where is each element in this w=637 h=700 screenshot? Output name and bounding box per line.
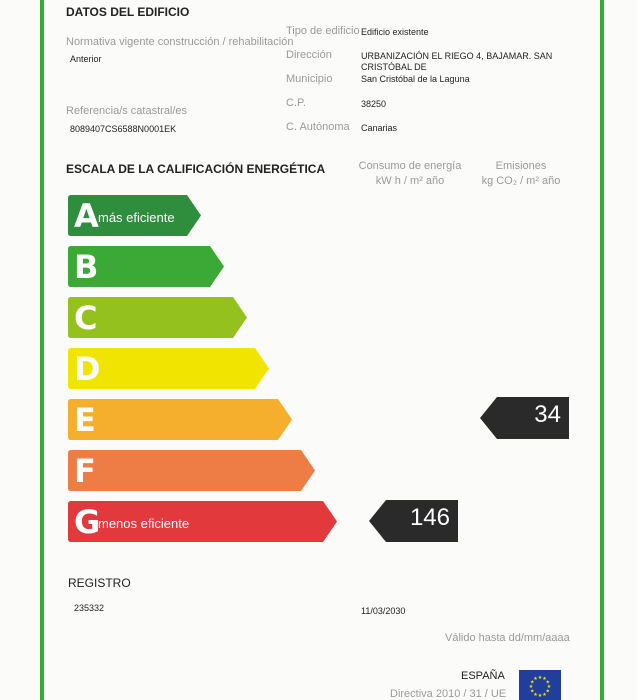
eu-star-icon: ★ <box>537 675 543 681</box>
eu-star-icon: ★ <box>546 684 552 690</box>
building-title: DATOS DEL EDIFICIO <box>66 5 190 19</box>
direccion-line1: URBANIZACIÓN EL RIEGO 4, BAJAMAR. SAN <box>361 51 553 61</box>
rating-bar-shape <box>68 399 292 440</box>
normativa-label: Normativa vigente construcción / rehabilitación <box>66 36 294 48</box>
cp-label: C.P. <box>286 97 306 109</box>
rating-letter: E <box>74 401 96 439</box>
tipo-value: Edificio existente <box>361 27 429 37</box>
emisiones-header-line1: Emisiones <box>495 160 547 172</box>
consumo-marker <box>369 500 458 542</box>
municipio-value: San Cristóbal de la Laguna <box>361 74 470 84</box>
direccion-line2: CRISTÓBAL DE <box>361 62 427 72</box>
rating-bar-a <box>68 195 201 236</box>
municipio-label: Municipio <box>286 73 333 85</box>
eu-star-icon: ★ <box>542 691 547 698</box>
consumo-header <box>350 159 470 189</box>
emisiones-marker <box>480 397 569 439</box>
eu-star-icon: ★ <box>529 679 535 686</box>
rating-letter: D <box>74 350 101 388</box>
registro-date: 11/03/2030 <box>361 606 406 616</box>
referencia-value: 8089407CS6588N0001EK <box>70 124 177 134</box>
right-border <box>600 0 604 700</box>
consumo-value: 146 <box>409 504 450 531</box>
rating-letter: A <box>74 197 99 235</box>
eu-star-icon: ★ <box>528 684 534 690</box>
rating-letter: B <box>74 248 99 286</box>
eu-star-icon: ★ <box>545 679 551 686</box>
rating-bar-f <box>68 450 315 491</box>
eu-star-icon: ★ <box>533 676 538 683</box>
valid-until-label: Válido hasta dd/mm/aaaa <box>445 632 570 644</box>
country-label: ESPAÑA <box>461 670 505 682</box>
eu-star-icon: ★ <box>537 693 543 699</box>
registro-title: REGISTRO <box>68 576 131 590</box>
autonoma-label: C. Autónoma <box>286 121 350 133</box>
consumo-header-line2: kW h / m² año <box>375 175 445 187</box>
consumo-header-line1: Consumo de energía <box>358 160 462 172</box>
eu-star-icon: ★ <box>529 688 535 695</box>
registro-number: 235332 <box>74 603 105 613</box>
rating-bar-g <box>68 501 337 542</box>
autonoma-value: Canarias <box>361 123 398 133</box>
rating-bar-e <box>68 399 292 440</box>
cp-value: 38250 <box>361 99 387 109</box>
rating-letter: F <box>74 452 96 490</box>
referencia-label: Referencia/s catastral/es <box>66 105 188 117</box>
left-border <box>40 0 44 700</box>
rating-bar-caption: más eficiente <box>98 210 175 225</box>
rating-bar-shape <box>68 450 315 491</box>
rating-letter: C <box>74 299 98 337</box>
eu-star-icon: ★ <box>533 691 538 698</box>
rating-bar-d <box>68 348 269 389</box>
rating-bar-b <box>68 246 224 287</box>
emisiones-header <box>466 159 576 189</box>
eu-flag <box>519 670 561 700</box>
direccion-label: Dirección <box>286 49 332 61</box>
eu-star-icon: ★ <box>545 688 551 695</box>
rating-bar-c <box>68 297 247 338</box>
eu-stars-icon <box>519 670 561 700</box>
emisiones-value: 34 <box>534 401 561 428</box>
rating-bar-caption: menos eficiente <box>98 516 190 531</box>
emisiones-header-line2: kg CO₂ / m² año <box>481 175 561 187</box>
scale-title: ESCALA DE LA CALIFICACIÓN ENERGÉTICA <box>66 162 326 176</box>
normativa-value: Anterior <box>70 54 102 64</box>
rating-letter: G <box>74 503 101 541</box>
directive-label: Directiva 2010 / 31 / UE <box>390 688 507 700</box>
eu-star-icon: ★ <box>542 676 547 683</box>
tipo-label: Tipo de edificio <box>286 25 360 37</box>
